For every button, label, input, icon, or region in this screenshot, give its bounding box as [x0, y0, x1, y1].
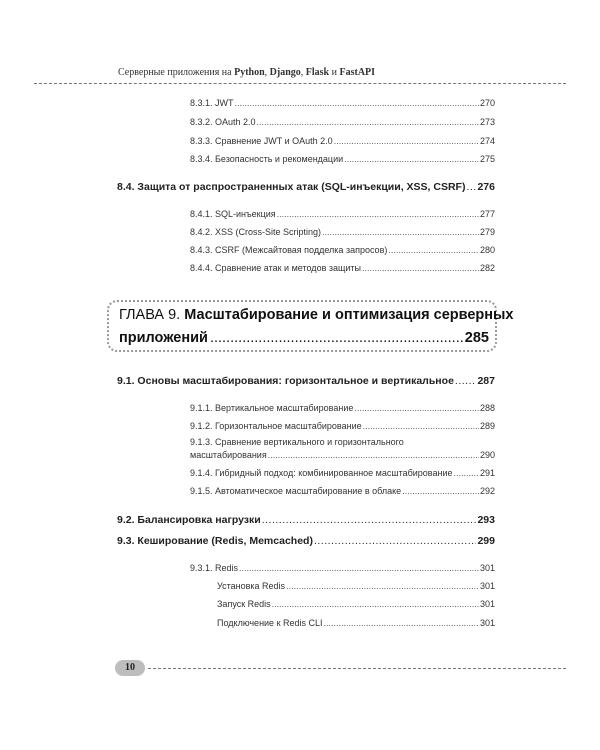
header-divider — [34, 83, 566, 84]
toc-entry-8-3-2[interactable] — [190, 117, 495, 127]
toc-page-number: 280 — [479, 245, 495, 255]
toc-page-number: 301 — [479, 563, 495, 573]
toc-page-number: 291 — [479, 468, 495, 478]
dot-leader — [354, 403, 479, 413]
toc-page-number: 299 — [477, 535, 495, 547]
toc-page-number: 279 — [479, 227, 495, 237]
toc-section-9-2[interactable] — [117, 514, 495, 526]
toc-entry-label: 9.1.4. Гибридный подход: комбинированное масштабирование — [190, 468, 453, 478]
toc-page-number: 301 — [479, 618, 495, 628]
toc-page-number: 275 — [479, 154, 495, 164]
toc-entry-label: 8.3.3. Сравнение JWT и OAuth 2.0 — [190, 136, 333, 146]
toc-section-9-1[interactable] — [117, 375, 495, 387]
dot-leader — [235, 98, 479, 108]
toc-section-label: 9.3. Кеширование (Redis, Memcached) — [117, 535, 313, 547]
toc-page-number: 277 — [479, 209, 495, 219]
toc-entry-install-redis[interactable] — [217, 581, 495, 591]
toc-entry-label: 9.1.5. Автоматическое масштабирование в облаке — [190, 486, 402, 496]
toc-page-number: 287 — [477, 375, 495, 387]
toc-section-label: 9.1. Основы масштабирования: горизонтальное и вертикальное — [117, 375, 454, 387]
toc-entry-9-1-3[interactable] — [190, 436, 495, 462]
toc-section-label: 9.2. Балансировка нагрузки — [117, 514, 261, 526]
toc-page-number: 276 — [477, 181, 495, 193]
dot-leader — [455, 375, 477, 387]
dot-leader — [402, 486, 479, 496]
toc-page-number: 270 — [479, 98, 495, 108]
toc-page-number: 301 — [479, 581, 495, 591]
toc-entry-label: 9.1.3. Сравнение вертикального и горизонтального — [190, 437, 404, 447]
toc-entry-label: Запуск Redis — [217, 599, 271, 609]
dot-leader — [324, 618, 479, 628]
toc-entry-label: Установка Redis — [217, 581, 286, 591]
dot-leader — [286, 581, 479, 591]
toc-page-number: 274 — [479, 136, 495, 146]
toc-page-number: 285 — [464, 330, 489, 346]
toc-page-number: 293 — [477, 514, 495, 526]
dot-leader — [210, 330, 463, 346]
dot-leader — [334, 136, 479, 146]
toc-section-8-4[interactable] — [117, 181, 495, 193]
dot-leader — [314, 535, 477, 547]
dot-leader — [363, 421, 479, 431]
dot-leader — [322, 227, 479, 237]
toc-entry-label: 8.3.4. Безопасность и рекомендации — [190, 154, 344, 164]
dot-leader — [239, 563, 479, 573]
toc-entry-line2 — [190, 449, 495, 462]
dot-leader — [262, 514, 477, 526]
toc-page-number: 273 — [479, 117, 495, 127]
dot-leader — [466, 181, 476, 193]
toc-entry-label: 9.3.1. Redis — [190, 563, 239, 573]
dot-leader — [277, 209, 479, 219]
dot-leader — [344, 154, 479, 164]
toc-entry-label: 9.1.2. Горизонтальное масштабирование — [190, 421, 362, 431]
toc-entry-label: Подключение к Redis CLI — [217, 618, 323, 628]
running-header: Серверные приложения на Python, Django, Flask и FastAPI — [118, 67, 376, 78]
toc-entry-label: 8.3.2. OAuth 2.0 — [190, 117, 256, 127]
toc-entry-label-cont: масштабирования — [190, 450, 267, 460]
footer-divider — [148, 668, 566, 669]
chapter-label: ГЛАВА 9. — [119, 307, 185, 323]
toc-entry-label: 8.4.1. SQL-инъекция — [190, 209, 276, 219]
toc-entry-9-1-4[interactable] — [190, 468, 495, 478]
toc-entry-label: 8.4.4. Сравнение атак и методов защиты — [190, 263, 362, 273]
toc-page-number: 289 — [479, 421, 495, 431]
dot-leader — [268, 449, 479, 462]
toc-section-label: 8.4. Защита от распространенных атак (SQL-инъекции, XSS, CSRF) — [117, 181, 466, 193]
toc-entry-8-3-4[interactable] — [190, 154, 495, 164]
chapter-heading-cont[interactable] — [119, 330, 489, 346]
toc-entry-label: 8.4.3. CSRF (Межсайтовая подделка запросов) — [190, 245, 388, 255]
toc-entry-8-3-3[interactable] — [190, 136, 495, 146]
dot-leader — [257, 117, 479, 127]
toc-entry-8-3-1[interactable] — [190, 98, 495, 108]
toc-page-number: 301 — [479, 599, 495, 609]
toc-entry-8-4-2[interactable] — [190, 227, 495, 237]
chapter-title-cont: приложений — [119, 330, 208, 346]
toc-entry-redis-cli[interactable] — [217, 618, 495, 628]
toc-entry-9-1-5[interactable] — [190, 486, 495, 496]
toc-entry-label: 8.4.2. XSS (Cross-Site Scripting) — [190, 227, 322, 237]
page-number-badge: 10 — [115, 660, 145, 676]
toc-page-number: 288 — [479, 403, 495, 413]
toc-entry-run-redis[interactable] — [217, 599, 495, 609]
dot-leader — [454, 468, 479, 478]
dot-leader — [388, 245, 479, 255]
toc-entry-8-4-4[interactable] — [190, 263, 495, 273]
toc-page-number: 290 — [479, 450, 495, 460]
toc-page-number: 282 — [479, 263, 495, 273]
chapter-heading[interactable] — [119, 307, 513, 323]
toc-entry-9-3-1[interactable] — [190, 563, 495, 573]
toc-page-number: 292 — [479, 486, 495, 496]
toc-entry-label: 8.3.1. JWT — [190, 98, 234, 108]
toc-entry-8-4-1[interactable] — [190, 209, 495, 219]
toc-entry-label: 9.1.1. Вертикальное масштабирование — [190, 403, 354, 413]
chapter-title: Масштабирование и оптимизация серверных — [184, 307, 514, 323]
toc-entry-9-1-2[interactable] — [190, 421, 495, 431]
dot-leader — [362, 263, 479, 273]
toc-section-9-3[interactable] — [117, 535, 495, 547]
toc-entry-9-1-1[interactable] — [190, 403, 495, 413]
dot-leader — [272, 599, 479, 609]
toc-entry-8-4-3[interactable] — [190, 245, 495, 255]
